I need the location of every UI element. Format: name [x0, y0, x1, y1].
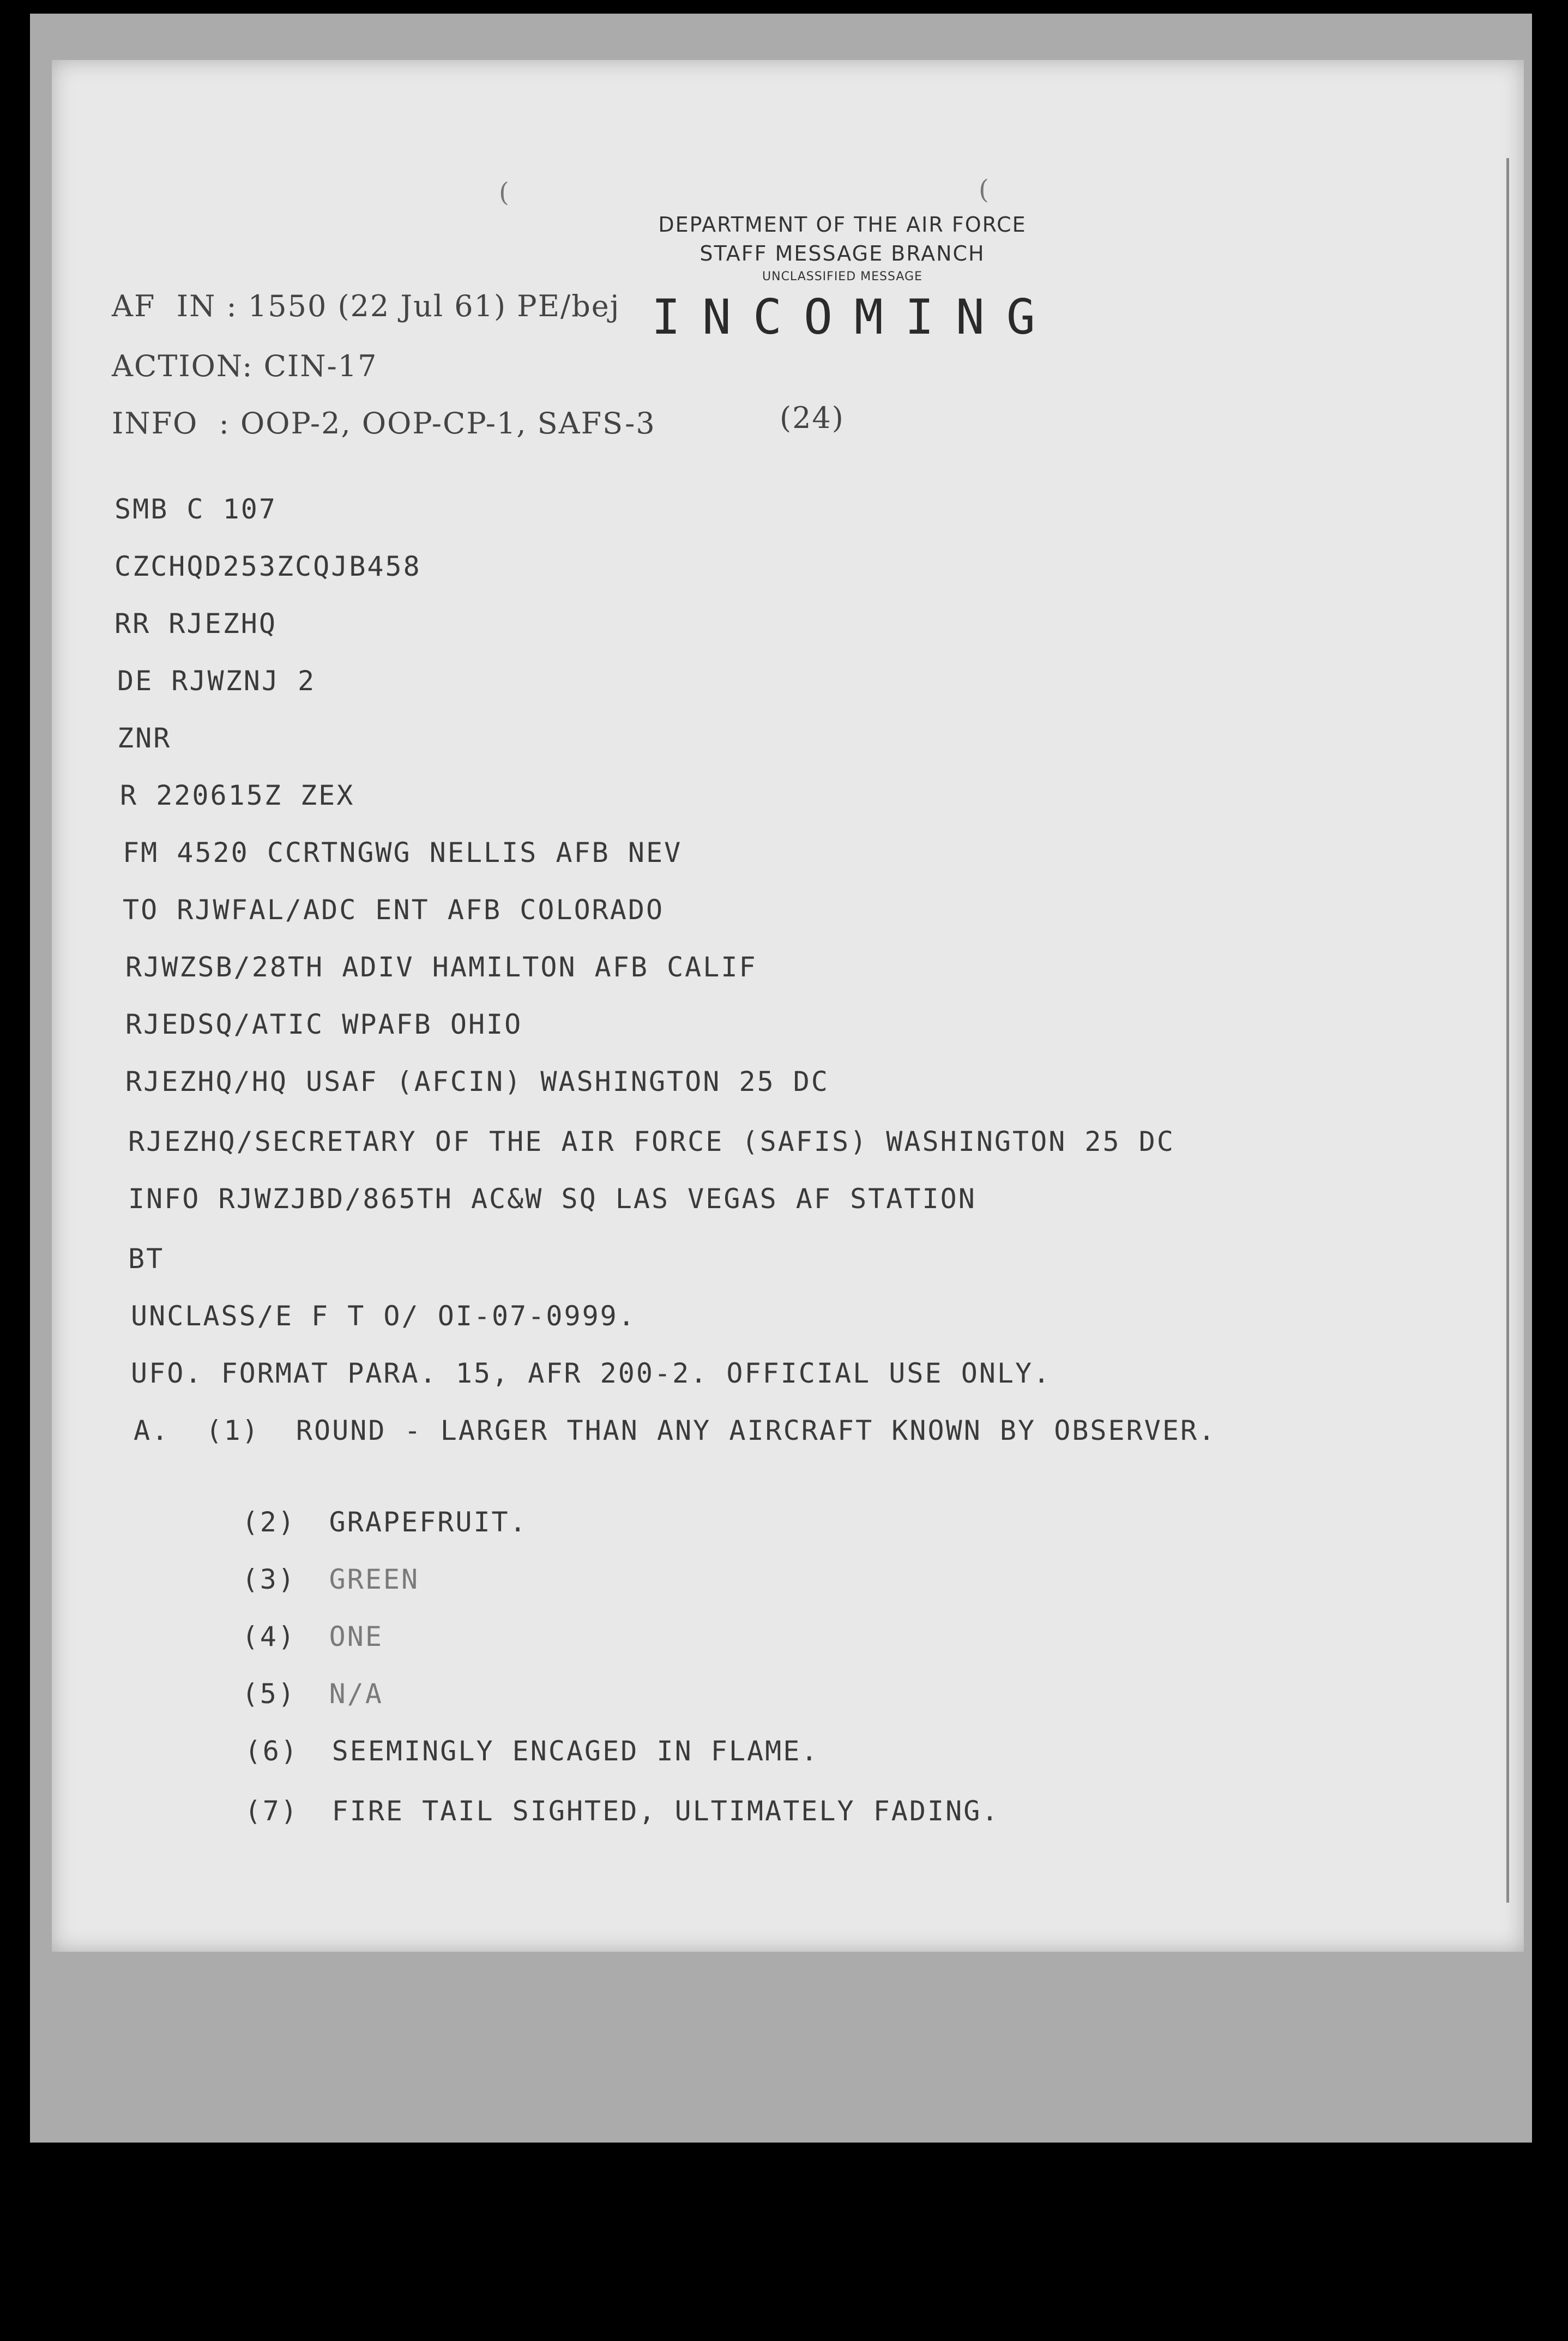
- message-line: TO RJWFAL/ADC ENT AFB COLORADO: [123, 894, 665, 926]
- af-in-line: AF IN : 1550 (22 Jul 61) PE/bej: [112, 289, 620, 323]
- branch-heading: STAFF MESSAGE BRANCH: [699, 242, 985, 266]
- message-line: UFO. FORMAT PARA. 15, AFR 200-2. OFFICIAL USE ONLY.: [131, 1357, 1052, 1389]
- message-line: UNCLASS/E F T O/ OI-07-0999.: [131, 1300, 636, 1332]
- incoming-title: INCOMING: [652, 289, 1057, 345]
- list-item: [136, 1764, 999, 1859]
- item-number: (7): [244, 1795, 299, 1827]
- item-text: GRAPEFRUIT.: [329, 1506, 528, 1538]
- item-text: FIRE TAIL SIGHTED, ULTIMATELY FADING.: [331, 1795, 1000, 1827]
- message-line: ZNR: [117, 722, 172, 754]
- page-edge-rule: [1506, 158, 1509, 1903]
- item-number: (3): [242, 1564, 296, 1595]
- message-line: DE RJWZNJ 2: [117, 665, 316, 697]
- message-line: RR RJEZHQ: [114, 608, 277, 639]
- item-text: ONE: [329, 1621, 383, 1652]
- info-line: INFO : OOP-2, OOP-CP-1, SAFS-3: [112, 406, 656, 441]
- message-line: RJWZSB/28TH ADIV HAMILTON AFB CALIF: [125, 951, 757, 983]
- message-sheet: [52, 60, 1524, 1952]
- message-line: R 220615Z ZEX: [120, 780, 355, 811]
- message-line: BT: [128, 1243, 165, 1275]
- action-line: ACTION: CIN-17: [112, 349, 378, 383]
- margin-mark-left: (: [499, 177, 509, 208]
- item-text: SEEMINGLY ENCAGED IN FLAME.: [331, 1735, 819, 1767]
- message-line: INFO RJWZJBD/865TH AC&W SQ LAS VEGAS AF STATION: [128, 1183, 976, 1215]
- item-number: (5): [242, 1678, 296, 1710]
- message-line: RJEZHQ/SECRETARY OF THE AIR FORCE (SAFIS) WASHINGTON 25 DC: [128, 1126, 1175, 1157]
- message-line: CZCHQD253ZCQJB458: [114, 551, 421, 582]
- department-heading: DEPARTMENT OF THE AIR FORCE: [658, 213, 1027, 237]
- item-number: (6): [244, 1735, 299, 1767]
- message-line: FM 4520 CCRTNGWG NELLIS AFB NEV: [123, 837, 683, 868]
- copy-count: (24): [780, 401, 845, 435]
- message-line: A. (1) ROUND - LARGER THAN ANY AIRCRAFT KNOWN BY OBSERVER.: [134, 1415, 1217, 1446]
- message-line: SMB C 107: [114, 493, 277, 525]
- item-number: (2): [242, 1506, 296, 1538]
- margin-mark-right: (: [979, 174, 989, 205]
- message-line: RJEDSQ/ATIC WPAFB OHIO: [125, 1009, 523, 1040]
- item-number: (4): [242, 1621, 296, 1652]
- item-text: N/A: [329, 1678, 383, 1710]
- classification-heading: UNCLASSIFIED MESSAGE: [762, 270, 922, 283]
- message-line: RJEZHQ/HQ USAF (AFCIN) WASHINGTON 25 DC: [125, 1066, 829, 1097]
- item-text: GREEN: [329, 1564, 420, 1595]
